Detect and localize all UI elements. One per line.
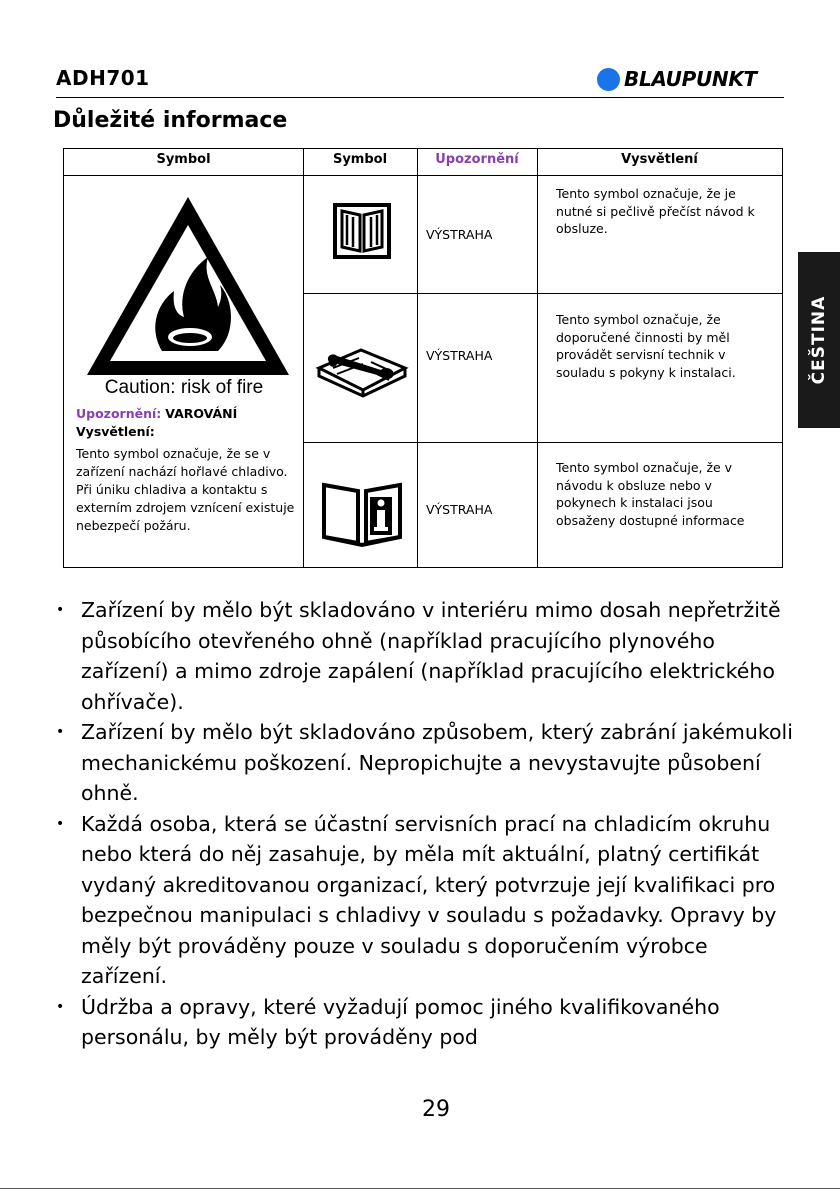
table-divider [537, 149, 538, 567]
header-warning: Upozornění [435, 152, 519, 167]
book-icon [312, 201, 412, 261]
row-1-warning: VÝSTRAHA [426, 227, 493, 242]
left-explanation-text: Tento symbol označuje, že se v zařízení nachází hořlavé chladivo. Při úniku chladiva a kontaktu s externím zdrojem vznícení existuje nebezpečí požáru. [76, 446, 295, 533]
left-warning-value: VAROVÁNÍ [165, 406, 238, 421]
header-explanation: Vysvětlení [621, 152, 698, 167]
list-item: • Zařízení by mělo být skladováno způsobem, který zabrání jakémukoli mechanickému poškození. Nepropichujte a nevystavujte působení ohně. [56, 717, 796, 809]
table-divider [64, 175, 782, 176]
row-3-warning: VÝSTRAHA [426, 502, 493, 517]
safety-bullet-list [56, 595, 796, 1053]
list-item: • Zařízení by mělo být skladováno v interiéru mimo dosah nepřetržitě působícího otevřeného ohně (například pracujícího plynového zařízení) a mimo zdroje zapálení (například pracujícího elektrického ohřívače). [56, 595, 796, 717]
brand-logo [597, 66, 757, 92]
brand-dot-icon [597, 68, 620, 91]
wrench-book-icon [312, 332, 412, 398]
model-name: ADH701 [56, 66, 150, 90]
brand-name: BLAUPUNKT [624, 67, 757, 91]
info-book-icon [312, 477, 412, 549]
row-3-explanation: Tento symbol označuje, že v návodu k obsluze nebo v pokynech k instalaci jsou obsaženy dostupné informace [556, 460, 745, 528]
row-1-explanation: Tento symbol označuje, že je nutné si pečlivě přečíst návod k obsluze. [556, 186, 755, 236]
header-divider [56, 97, 784, 98]
section-title: Důležité informace [53, 108, 288, 133]
table-divider [303, 442, 782, 443]
row-2-warning: VÝSTRAHA [426, 348, 493, 363]
list-item: • Každá osoba, která se účastní servisních prací na chladicím okruhu nebo která do něj zasahuje, by měla mít aktuální, platný certifikát vydaný akreditovanou organizací, který potvrzuje její kvalifikaci pro bezpečnou manipulaci s chladivy v souladu s požadavky. Opravy by měly být prováděny pouze v souladu s doporučením výrobce zařízení. [56, 809, 796, 992]
language-tab [798, 252, 840, 428]
language-tab-label: ČEŠTINA [809, 295, 829, 385]
table-divider [417, 149, 418, 567]
bottom-border [0, 1188, 840, 1189]
page-number: 29 [422, 1097, 450, 1122]
list-item: • Údržba a opravy, které vyžadují pomoc jiného kvalifikovaného personálu, by měly být prováděny pod [56, 992, 796, 1053]
fire-warning-icon [82, 191, 294, 381]
table-divider [303, 293, 782, 294]
header-symbol-2: Symbol [332, 152, 388, 167]
fire-sign-caption: Caution: risk of fire [104, 377, 264, 398]
header-symbol: Symbol [156, 152, 211, 167]
left-explanation-label: Vysvětlení: [76, 424, 155, 439]
left-warning-line [76, 405, 304, 423]
row-2-explanation: Tento symbol označuje, že doporučené činnosti by měl provádět servisní technik v souladu s pokyny k instalaci. [556, 312, 736, 380]
symbol-table [63, 148, 783, 568]
left-warning-label: Upozornění: [76, 406, 162, 421]
